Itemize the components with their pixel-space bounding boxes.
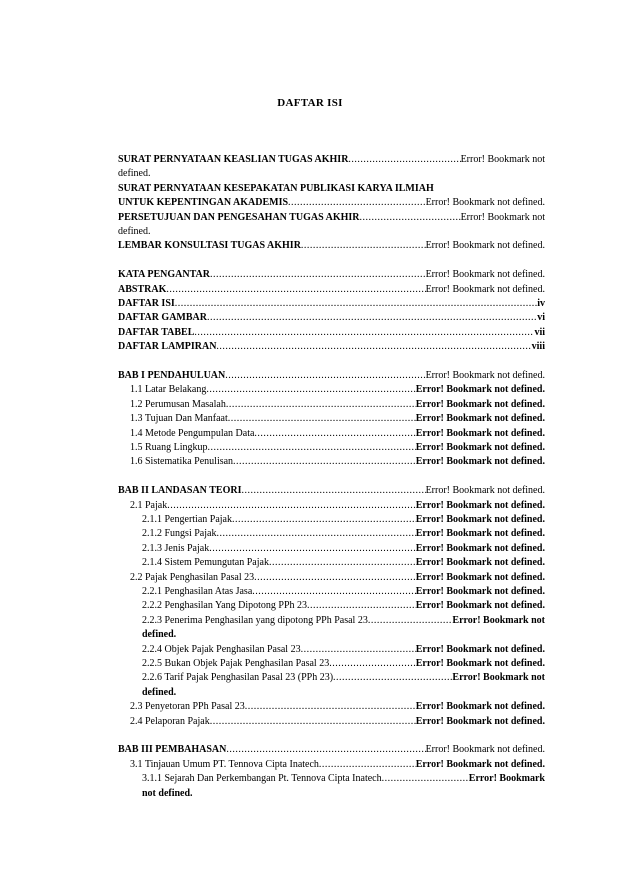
toc-entry[interactable] [118,484,545,498]
toc-entry-label: 2.4 Pelaporan Pajak [130,715,210,727]
toc-entry-page: Error! Bookmark not defined. [415,571,545,583]
toc-entry-label: KATA PENGANTAR [118,269,210,281]
toc-entry-label: 2.1.4 Sistem Pemungutan Pajak [142,557,269,569]
toc-entry[interactable] [130,398,545,412]
toc-entry[interactable] [118,153,545,167]
toc-entry-label: 2.1.3 Jenis Pajak [142,542,210,554]
toc-leader-dots [254,571,416,585]
toc-entry[interactable] [118,311,545,325]
toc-entry[interactable] [130,758,545,772]
toc-entry[interactable] [118,239,545,253]
toc-entry[interactable] [142,657,545,671]
toc-entry[interactable] [130,715,545,729]
toc-entry-page: Error! Bookmark not defined. [415,456,545,468]
toc-entry-page: Error! Bookmark not defined. [415,715,545,727]
toc-entry-page: Error! Bookmark not defined. [415,514,545,525]
toc-entry-label: 2.2.1 Penghasilan Atas Jasa [142,586,253,597]
toc-leader-dots [319,758,416,772]
page-title: DAFTAR ISI [277,97,343,109]
toc-entry-label: 2.3 Penyetoran PPh Pasal 23 [130,701,245,713]
toc-entry-page: Error! Bookmark not defined. [415,586,545,597]
toc-entry[interactable] [142,585,545,599]
toc-entry-page: Error! Bookmark [468,773,545,785]
toc-leader-dots [368,614,453,628]
toc-entry-continuation: defined. [142,629,177,641]
toc-entry-page: vi [537,312,545,324]
toc-entry[interactable] [142,513,545,527]
toc-leader-dots [233,455,416,469]
toc-leader-dots [269,556,416,570]
toc-entry-page: viii [531,341,545,353]
toc-entry-page: Error! Bookmark not [460,211,545,223]
toc-leader-dots [167,499,416,513]
toc-entry-label: 2.1.2 Fungsi Pajak [142,528,217,540]
toc-entry-page: Error! Bookmark not defined. [415,658,545,669]
toc-entry-label: 1.4 Metode Pengumpulan Data [130,427,255,439]
toc-entry-label: ABSTRAK [118,283,167,295]
toc-entry[interactable] [118,743,545,757]
toc-entry-label: 1.3 Tujuan Dan Manfaat [130,413,228,425]
toc-entry-label: 1.1 Latar Belakang [130,384,207,396]
toc-leader-dots [382,772,469,786]
toc-entry[interactable] [142,542,545,556]
toc-entry[interactable] [118,297,545,311]
toc-entry[interactable] [118,340,545,354]
toc-leader-dots [206,383,415,397]
toc-leader-dots [245,700,416,714]
toc-entry-page: Error! Bookmark not defined. [415,499,545,511]
toc-entry[interactable] [118,283,545,297]
toc-leader-dots [216,340,531,354]
toc-entry-label: DAFTAR GAMBAR [118,312,207,324]
toc-entry-label: DAFTAR ISI [118,298,175,309]
toc-leader-dots [208,441,416,455]
toc-entry-page: Error! Bookmark not defined. [415,384,545,396]
toc-leader-dots [252,585,415,599]
toc-leader-dots [209,542,416,556]
toc-entry-label: 3.1 Tinjauan Umum PT. Tennova Cipta Inatech [130,758,319,770]
toc-leader-dots [166,283,425,297]
toc-leader-dots [225,369,425,383]
toc-leader-dots [232,513,416,527]
toc-entry-label: 2.2.3 Penerima Penghasilan yang dipotong PPh Pasal 23 [142,614,368,626]
toc-entry[interactable] [118,196,545,210]
toc-leader-dots [288,196,426,210]
toc-leader-dots [210,268,426,282]
toc-entry[interactable] [142,599,545,613]
toc-entry[interactable] [118,369,545,383]
toc-entry[interactable] [130,571,545,585]
toc-entry-page: Error! Bookmark not defined. [415,542,545,554]
toc-entry-page: Error! Bookmark not [452,672,545,684]
toc-leader-dots [333,671,452,685]
toc-entry-continuation: not defined. [142,787,193,799]
toc-entry-label: 2.2.6 Tarif Pajak Penghasilan Pasal 23 (PPh 23) [142,672,334,684]
toc-entry-page: Error! Bookmark not defined. [425,197,545,209]
toc-entry[interactable] [142,671,545,685]
toc-leader-dots [207,311,537,325]
toc-entry-label: LEMBAR KONSULTASI TUGAS AKHIR [118,240,301,252]
toc-leader-dots [348,153,460,167]
toc-entry-label: BAB III PEMBAHASAN [118,744,227,756]
toc-entry-label: 1.5 Ruang Lingkup [130,442,208,453]
toc-entry-label: PERSETUJUAN DAN PENGESAHAN TUGAS AKHIR [118,211,360,223]
toc-leader-dots [301,239,426,253]
toc-entry[interactable] [130,427,545,441]
toc-entry-label: 2.1.1 Pengertian Pajak [142,514,232,525]
toc-entry-page: Error! Bookmark not defined. [425,283,545,295]
toc-leader-dots [228,412,416,426]
toc-entry-label: 2.1 Pajak [130,499,168,511]
toc-entry[interactable] [130,441,545,455]
toc-entry[interactable] [142,556,545,570]
toc-leader-dots [194,326,534,340]
toc-entry[interactable] [130,700,545,714]
toc-entry-page: Error! Bookmark not [452,614,545,626]
toc-entry-label: BAB II LANDASAN TEORI [118,485,242,497]
toc-entry[interactable] [130,412,545,426]
toc-entry[interactable] [118,268,545,282]
toc-entry-page: Error! Bookmark not defined. [415,701,545,713]
toc-entry-label: SURAT PERNYATAAN KEASLIAN TUGAS AKHIR [118,154,349,165]
toc-entry-page: Error! Bookmark not defined. [425,485,545,497]
toc-leader-dots [175,297,537,311]
toc-entry-label: UNTUK KEPENTINGAN AKADEMIS [118,197,289,209]
toc-entry-continuation: defined. [118,226,151,237]
toc-entry-page: Error! Bookmark not defined. [425,370,545,381]
toc-entry-page: Error! Bookmark not defined. [415,398,545,410]
toc-entry[interactable] [130,499,545,513]
toc-leader-dots [226,398,416,412]
toc-leader-dots [360,211,461,225]
toc-leader-dots [301,643,416,657]
toc-entry-page: Error! Bookmark not [460,154,545,165]
toc-entry-page: Error! Bookmark not defined. [425,240,545,252]
toc-entry-page: Error! Bookmark not defined. [415,528,545,540]
toc-entry[interactable] [118,211,545,225]
toc-entry-label: 1.2 Perumusan Masalah [130,398,226,410]
toc-entry-page: iv [537,298,545,309]
toc-entry-continuation: defined. [118,168,151,180]
toc-leader-dots [329,657,416,671]
toc-entry[interactable] [130,455,545,469]
toc-entry-page: Error! Bookmark not defined. [415,442,545,453]
toc-entry-label: 3.1.1 Sejarah Dan Perkembangan Pt. Tennova Cipta Inatech [142,773,382,785]
toc-entry-label: SURAT PERNYATAAN KESEPAKATAN PUBLIKASI KARYA ILMIAH [118,182,434,194]
toc-entry[interactable] [118,182,545,196]
toc-entry-label: 2.2.4 Objek Pajak Penghasilan Pasal 23 [142,643,301,655]
toc-entry-page: Error! Bookmark not defined. [415,427,545,439]
toc-entry-page: Error! Bookmark not defined. [425,269,545,281]
toc-entry[interactable] [118,326,545,340]
toc-leader-dots [241,484,425,498]
toc-entry-page: Error! Bookmark not defined. [415,758,545,770]
toc-entry[interactable] [142,643,545,657]
toc-entry-page: Error! Bookmark not defined. [415,413,545,425]
toc-entry[interactable] [142,772,545,786]
toc-leader-dots [210,715,416,729]
toc-entry-label: 2.2.2 Penghasilan Yang Dipotong PPh 23 [142,600,308,612]
toc-entry[interactable] [142,614,545,628]
toc-leader-dots [254,427,415,441]
toc-entry-label: 1.6 Sistematika Penulisan [130,456,234,468]
toc-entry-page: Error! Bookmark not defined. [425,744,545,756]
toc-entry[interactable] [130,383,545,397]
toc-entry-page: Error! Bookmark not defined. [415,557,545,569]
toc-entry-continuation: defined. [142,686,177,698]
toc-entry[interactable] [142,527,545,541]
toc-entry-label: BAB I PENDAHULUAN [118,370,226,381]
toc-entry-page: vii [534,326,545,338]
toc-entry-page: Error! Bookmark not defined. [415,643,545,655]
toc-leader-dots [216,527,415,541]
toc-leader-dots [307,599,416,613]
toc-entry-label: DAFTAR LAMPIRAN [118,341,217,353]
toc-entry-page: Error! Bookmark not defined. [415,600,545,612]
toc-entry-label: 2.2.5 Bukan Objek Pajak Penghasilan Pasal 23 [142,658,330,669]
toc-entry-label: DAFTAR TABEL [118,326,195,338]
toc-entry-label: 2.2 Pajak Penghasilan Pasal 23 [130,571,255,583]
toc-leader-dots [226,743,425,757]
